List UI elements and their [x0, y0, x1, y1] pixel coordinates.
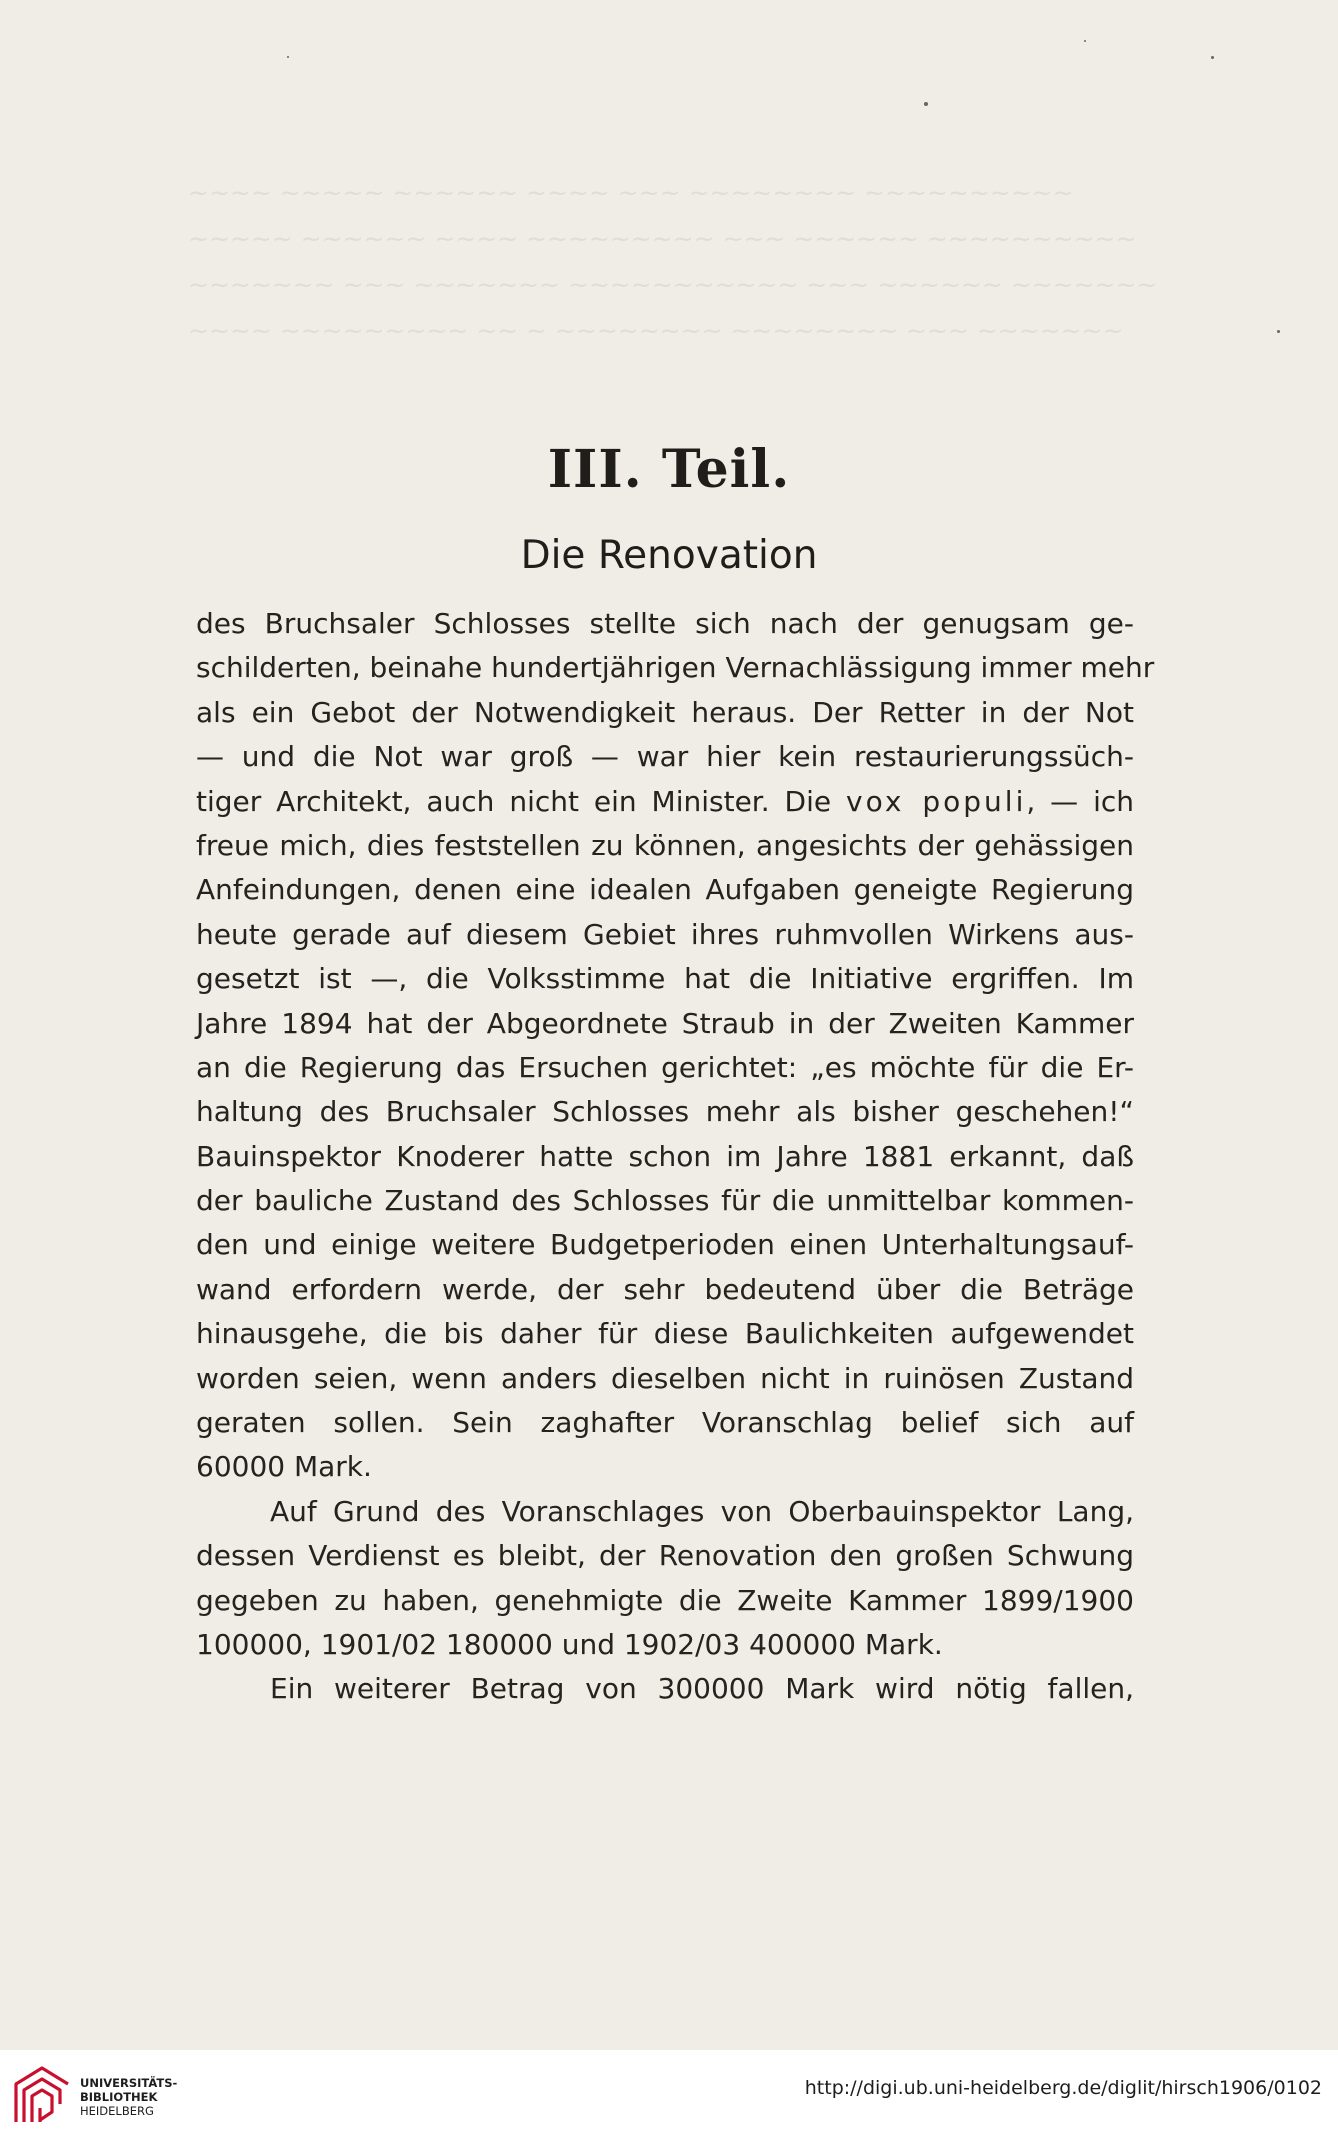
library-crest-icon[interactable] — [10, 2060, 74, 2132]
library-name-line: UNIVERSITÄTS- — [80, 2076, 178, 2090]
text-line: geraten sollen. Sein zaghafter Voranschlag belief sich auf — [196, 1406, 1134, 1440]
library-name-line: BIBLIOTHEK — [80, 2090, 158, 2104]
scan-speck — [1211, 56, 1214, 59]
emphasized-phrase: vox populi — [846, 784, 1027, 818]
text-line: gesetzt ist —, die Volksstimme hat die Initiative ergriffen. Im — [196, 962, 1134, 996]
text-line: heute gerade auf diesem Gebiet ihres ruhmvollen Wirkens aus- — [196, 917, 1134, 951]
scan-speck — [1277, 330, 1280, 333]
scan-speck — [1084, 40, 1086, 42]
text-line: der bauliche Zustand des Schlosses für die unmittelbar kommen- — [196, 1184, 1134, 1218]
text-line: worden seien, wenn anders dieselben nicht in ruinösen Zustand — [196, 1361, 1134, 1395]
text-line: tiger Architekt, auch nicht ein Minister. Die vox populi, — ich — [196, 784, 1135, 818]
text-line: Anfeindungen, denen eine idealen Aufgaben geneigte Regierung — [196, 873, 1134, 907]
text-line: haltung des Bruchsaler Schlosses mehr als bisher geschehen!“ — [196, 1095, 1134, 1129]
text-line: den und einige weitere Budgetperioden einen Unterhaltungsauf- — [196, 1228, 1134, 1262]
body-text — [196, 602, 1155, 1712]
scan-speck — [287, 56, 289, 58]
text-line: dessen Verdienst es bleibt, der Renovation den großen Schwung — [196, 1539, 1134, 1573]
text-line: wand erfordern werde, der sehr bedeutend über die Beträge — [196, 1272, 1134, 1306]
text-line: Bauinspektor Knoderer hatte schon im Jahre 1881 erkannt, daß — [196, 1139, 1134, 1173]
text-line: schilderten, beinahe hundertjährigen Vernachlässigung immer mehr — [196, 651, 1155, 685]
text-line: Jahre 1894 hat der Abgeordnete Straub in der Zweiten Kammer — [196, 1006, 1134, 1040]
text-line: freue mich, dies feststellen zu können, angesichts der gehässigen — [196, 828, 1134, 862]
library-name-line: HEIDELBERG — [80, 2104, 154, 2118]
library-name — [80, 2076, 177, 2118]
footer-bar — [0, 2050, 1338, 2143]
text-line: als ein Gebot der Notwendigkeit heraus. Der Retter in der Not — [196, 695, 1134, 729]
text-line: 100000, 1901/02 180000 und 1902/03 400000 Mark. — [196, 1627, 943, 1661]
source-url-link[interactable]: http://digi.ub.uni-heidelberg.de/diglit/hirsch1906/0102 — [804, 2077, 1322, 2099]
text-line: des Bruchsaler Schlosses stellte sich nach der genugsam ge- — [196, 607, 1134, 640]
text-line: — und die Not war groß — war hier kein restaurierungssüch- — [196, 740, 1134, 774]
scan-speck — [924, 102, 928, 106]
text-line: Ein weiterer Betrag von 300000 Mark wird nötig fallen, — [270, 1672, 1134, 1706]
text-line: gegeben zu haben, genehmigte die Zweite Kammer 1899/1900 — [196, 1583, 1134, 1617]
text-line: Auf Grund des Voranschlages von Oberbauinspektor Lang, — [270, 1494, 1134, 1528]
text-line: 60000 Mark. — [196, 1450, 372, 1484]
section-heading: Die Renovation — [520, 533, 818, 578]
text-line: an die Regierung das Ersuchen gerichtet: „es möchte für die Er- — [196, 1050, 1134, 1084]
text-line: hinausgehe, die bis daher für diese Baulichkeiten aufgewendet — [196, 1317, 1134, 1351]
bleed-through-texture: ~~~~ ~~~~~ ~~~~~~ ~~~~ ~~~ ~~~~~~~~ ~~~~~~~~~~ ~~~~~ ~~~~~~ ~~~~ ~~~~~~~~~ ~~~ ~~~~~~ ~~~~~~~~~~ ~~~~~~~ ~~~ ~~~~~~~ ~~~~~~~~~~~ ~~~ ~~~~~~ ~~~~~~~ ~~~~ ~~~~~~~~~ ~~ ~ ~~~~~~~~ ~~~~~~~~ ~~~ ~~~~~~~ — [188, 178, 1158, 345]
part-heading: III. Teil. — [547, 439, 791, 500]
